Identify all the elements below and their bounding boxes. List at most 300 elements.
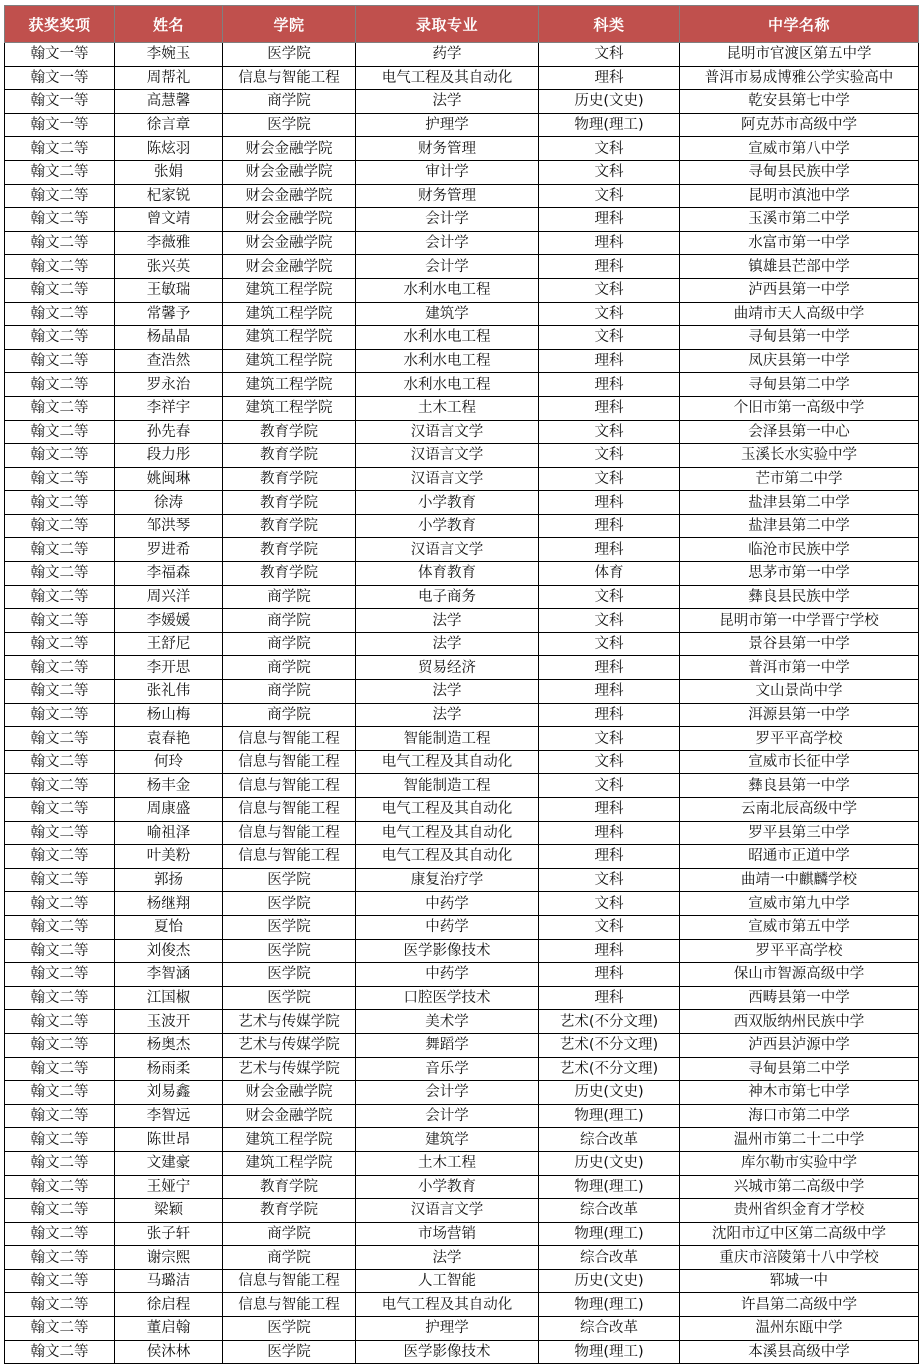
table-row bbox=[5, 373, 919, 397]
cell-subject: 理科 bbox=[539, 538, 680, 562]
cell-major: 法学 bbox=[356, 1246, 539, 1270]
cell-college: 财会金融学院 bbox=[223, 184, 356, 208]
cell-school: 泸西县第一中学 bbox=[680, 278, 919, 302]
table-row bbox=[5, 1175, 919, 1199]
cell-award: 翰文二等 bbox=[5, 1033, 115, 1057]
cell-college: 艺术与传媒学院 bbox=[223, 1010, 356, 1034]
table-row bbox=[5, 1010, 919, 1034]
cell-college: 医学院 bbox=[223, 1317, 356, 1341]
cell-school: 洱源县第一中学 bbox=[680, 703, 919, 727]
cell-major: 土木工程 bbox=[356, 396, 539, 420]
cell-school: 罗平县第三中学 bbox=[680, 821, 919, 845]
cell-name: 刘俊杰 bbox=[115, 939, 223, 963]
table-row bbox=[5, 66, 919, 90]
cell-major: 中药学 bbox=[356, 892, 539, 916]
cell-college: 教育学院 bbox=[223, 420, 356, 444]
cell-subject: 艺术(不分文理) bbox=[539, 1010, 680, 1034]
cell-major: 小学教育 bbox=[356, 491, 539, 515]
cell-award: 翰文二等 bbox=[5, 1081, 115, 1105]
cell-award: 翰文二等 bbox=[5, 1128, 115, 1152]
cell-college: 建筑工程学院 bbox=[223, 278, 356, 302]
cell-name: 陈炫羽 bbox=[115, 137, 223, 161]
cell-name: 周康盛 bbox=[115, 798, 223, 822]
cell-major: 医学影像技术 bbox=[356, 939, 539, 963]
cell-major: 电气工程及其自动化 bbox=[356, 845, 539, 869]
cell-award: 翰文二等 bbox=[5, 1222, 115, 1246]
cell-subject: 文科 bbox=[539, 302, 680, 326]
cell-major: 会计学 bbox=[356, 255, 539, 279]
cell-college: 信息与智能工程 bbox=[223, 66, 356, 90]
cell-major: 法学 bbox=[356, 632, 539, 656]
cell-award: 翰文二等 bbox=[5, 326, 115, 350]
cell-school: 泸西县泸源中学 bbox=[680, 1033, 919, 1057]
cell-name: 查浩然 bbox=[115, 349, 223, 373]
cell-school: 盐津县第二中学 bbox=[680, 491, 919, 515]
table-row bbox=[5, 1317, 919, 1341]
cell-subject: 文科 bbox=[539, 184, 680, 208]
cell-award: 翰文二等 bbox=[5, 986, 115, 1010]
cell-subject: 理科 bbox=[539, 208, 680, 232]
cell-school: 沈阳市辽中区第二高级中学 bbox=[680, 1222, 919, 1246]
table-row bbox=[5, 1033, 919, 1057]
cell-subject: 理科 bbox=[539, 703, 680, 727]
cell-award: 翰文一等 bbox=[5, 90, 115, 114]
table-row bbox=[5, 727, 919, 751]
cell-major: 水利水电工程 bbox=[356, 373, 539, 397]
cell-subject: 文科 bbox=[539, 467, 680, 491]
cell-award: 翰文二等 bbox=[5, 420, 115, 444]
cell-name: 杨继翔 bbox=[115, 892, 223, 916]
cell-college: 财会金融学院 bbox=[223, 1081, 356, 1105]
cell-name: 孙先春 bbox=[115, 420, 223, 444]
cell-college: 信息与智能工程 bbox=[223, 1269, 356, 1293]
cell-award: 翰文二等 bbox=[5, 939, 115, 963]
cell-subject: 历史(文史) bbox=[539, 1081, 680, 1105]
cell-major: 会计学 bbox=[356, 1104, 539, 1128]
table-row bbox=[5, 963, 919, 987]
cell-major: 汉语言文学 bbox=[356, 538, 539, 562]
header-subject: 科类 bbox=[539, 6, 680, 43]
table-row bbox=[5, 231, 919, 255]
cell-name: 李薇雅 bbox=[115, 231, 223, 255]
cell-major: 水利水电工程 bbox=[356, 349, 539, 373]
cell-major: 电气工程及其自动化 bbox=[356, 1293, 539, 1317]
cell-college: 财会金融学院 bbox=[223, 160, 356, 184]
cell-award: 翰文二等 bbox=[5, 868, 115, 892]
cell-subject: 理科 bbox=[539, 66, 680, 90]
cell-award: 翰文一等 bbox=[5, 113, 115, 137]
cell-major: 药学 bbox=[356, 43, 539, 67]
cell-subject: 文科 bbox=[539, 727, 680, 751]
table-row bbox=[5, 798, 919, 822]
cell-school: 阿克苏市高级中学 bbox=[680, 113, 919, 137]
cell-award: 翰文二等 bbox=[5, 562, 115, 586]
cell-subject: 理科 bbox=[539, 373, 680, 397]
cell-college: 医学院 bbox=[223, 113, 356, 137]
cell-college: 教育学院 bbox=[223, 444, 356, 468]
cell-college: 商学院 bbox=[223, 680, 356, 704]
cell-award: 翰文二等 bbox=[5, 1293, 115, 1317]
cell-school: 景谷县第一中学 bbox=[680, 632, 919, 656]
cell-school: 芒市第二中学 bbox=[680, 467, 919, 491]
cell-major: 舞蹈学 bbox=[356, 1033, 539, 1057]
cell-subject: 理科 bbox=[539, 491, 680, 515]
cell-college: 商学院 bbox=[223, 1246, 356, 1270]
cell-school: 乾安县第七中学 bbox=[680, 90, 919, 114]
cell-name: 王舒尼 bbox=[115, 632, 223, 656]
cell-subject: 文科 bbox=[539, 632, 680, 656]
cell-subject: 文科 bbox=[539, 278, 680, 302]
cell-name: 何玲 bbox=[115, 750, 223, 774]
cell-college: 信息与智能工程 bbox=[223, 798, 356, 822]
cell-name: 江国椒 bbox=[115, 986, 223, 1010]
cell-major: 法学 bbox=[356, 609, 539, 633]
cell-award: 翰文二等 bbox=[5, 538, 115, 562]
cell-subject: 理科 bbox=[539, 349, 680, 373]
cell-college: 信息与智能工程 bbox=[223, 727, 356, 751]
cell-name: 文建豪 bbox=[115, 1151, 223, 1175]
cell-major: 会计学 bbox=[356, 208, 539, 232]
cell-award: 翰文二等 bbox=[5, 774, 115, 798]
cell-name: 张礼伟 bbox=[115, 680, 223, 704]
cell-subject: 物理(理工) bbox=[539, 1104, 680, 1128]
cell-award: 翰文二等 bbox=[5, 1175, 115, 1199]
cell-award: 翰文二等 bbox=[5, 845, 115, 869]
cell-college: 商学院 bbox=[223, 656, 356, 680]
cell-major: 汉语言文学 bbox=[356, 420, 539, 444]
cell-award: 翰文二等 bbox=[5, 680, 115, 704]
table-row bbox=[5, 609, 919, 633]
table-row bbox=[5, 632, 919, 656]
cell-name: 周兴洋 bbox=[115, 585, 223, 609]
cell-subject: 艺术(不分文理) bbox=[539, 1057, 680, 1081]
cell-subject: 理科 bbox=[539, 939, 680, 963]
cell-school: 镇雄县芒部中学 bbox=[680, 255, 919, 279]
cell-name: 玉波开 bbox=[115, 1010, 223, 1034]
cell-school: 贵州省织金育才学校 bbox=[680, 1199, 919, 1223]
cell-award: 翰文二等 bbox=[5, 302, 115, 326]
cell-name: 高慧馨 bbox=[115, 90, 223, 114]
cell-subject: 文科 bbox=[539, 868, 680, 892]
cell-college: 教育学院 bbox=[223, 467, 356, 491]
cell-major: 市场营销 bbox=[356, 1222, 539, 1246]
cell-award: 翰文二等 bbox=[5, 208, 115, 232]
cell-school: 彝良县第一中学 bbox=[680, 774, 919, 798]
table-row bbox=[5, 113, 919, 137]
cell-name: 李智涵 bbox=[115, 963, 223, 987]
cell-subject: 理科 bbox=[539, 845, 680, 869]
cell-school: 罗平平高学校 bbox=[680, 939, 919, 963]
cell-name: 袁春艳 bbox=[115, 727, 223, 751]
cell-major: 体育教育 bbox=[356, 562, 539, 586]
table-row bbox=[5, 396, 919, 420]
cell-name: 叶美粉 bbox=[115, 845, 223, 869]
cell-school: 彝良县民族中学 bbox=[680, 585, 919, 609]
table-row bbox=[5, 467, 919, 491]
cell-subject: 理科 bbox=[539, 680, 680, 704]
cell-college: 商学院 bbox=[223, 609, 356, 633]
cell-school: 盐津县第二中学 bbox=[680, 514, 919, 538]
cell-major: 水利水电工程 bbox=[356, 326, 539, 350]
cell-name: 杞家锐 bbox=[115, 184, 223, 208]
table-row bbox=[5, 868, 919, 892]
table-row bbox=[5, 1128, 919, 1152]
cell-college: 信息与智能工程 bbox=[223, 750, 356, 774]
cell-school: 临沧市民族中学 bbox=[680, 538, 919, 562]
cell-award: 翰文二等 bbox=[5, 373, 115, 397]
cell-school: 云南北辰高级中学 bbox=[680, 798, 919, 822]
cell-college: 建筑工程学院 bbox=[223, 396, 356, 420]
table-row bbox=[5, 1340, 919, 1364]
cell-award: 翰文二等 bbox=[5, 514, 115, 538]
cell-major: 土木工程 bbox=[356, 1151, 539, 1175]
cell-school: 文山景尚中学 bbox=[680, 680, 919, 704]
cell-school: 凤庆县第一中学 bbox=[680, 349, 919, 373]
cell-school: 水富市第一中学 bbox=[680, 231, 919, 255]
cell-school: 宣威市长征中学 bbox=[680, 750, 919, 774]
cell-name: 杨奥杰 bbox=[115, 1033, 223, 1057]
cell-college: 艺术与传媒学院 bbox=[223, 1033, 356, 1057]
header-name: 姓名 bbox=[115, 6, 223, 43]
cell-college: 信息与智能工程 bbox=[223, 845, 356, 869]
cell-college: 医学院 bbox=[223, 963, 356, 987]
table-row bbox=[5, 1222, 919, 1246]
cell-award: 翰文二等 bbox=[5, 278, 115, 302]
cell-subject: 理科 bbox=[539, 963, 680, 987]
cell-college: 教育学院 bbox=[223, 1175, 356, 1199]
cell-major: 会计学 bbox=[356, 1081, 539, 1105]
cell-school: 昆明市官渡区第五中学 bbox=[680, 43, 919, 67]
table-row bbox=[5, 514, 919, 538]
table-row bbox=[5, 444, 919, 468]
cell-award: 翰文二等 bbox=[5, 255, 115, 279]
cell-major: 电气工程及其自动化 bbox=[356, 821, 539, 845]
cell-school: 玉溪长水实验中学 bbox=[680, 444, 919, 468]
cell-major: 电气工程及其自动化 bbox=[356, 66, 539, 90]
table-body bbox=[5, 43, 919, 1364]
cell-name: 李祥宇 bbox=[115, 396, 223, 420]
table-row bbox=[5, 160, 919, 184]
cell-major: 护理学 bbox=[356, 113, 539, 137]
cell-major: 康复治疗学 bbox=[356, 868, 539, 892]
cell-major: 法学 bbox=[356, 680, 539, 704]
cell-award: 翰文二等 bbox=[5, 609, 115, 633]
cell-college: 建筑工程学院 bbox=[223, 1128, 356, 1152]
cell-name: 王敏瑞 bbox=[115, 278, 223, 302]
cell-award: 翰文二等 bbox=[5, 491, 115, 515]
cell-school: 西畴县第一中学 bbox=[680, 986, 919, 1010]
cell-name: 罗进希 bbox=[115, 538, 223, 562]
table-row bbox=[5, 90, 919, 114]
cell-college: 信息与智能工程 bbox=[223, 821, 356, 845]
cell-subject: 历史(文史) bbox=[539, 1151, 680, 1175]
cell-school: 本溪县高级中学 bbox=[680, 1340, 919, 1364]
cell-school: 玉溪市第二中学 bbox=[680, 208, 919, 232]
cell-major: 电气工程及其自动化 bbox=[356, 798, 539, 822]
cell-college: 建筑工程学院 bbox=[223, 326, 356, 350]
cell-major: 电子商务 bbox=[356, 585, 539, 609]
cell-college: 艺术与传媒学院 bbox=[223, 1057, 356, 1081]
cell-subject: 文科 bbox=[539, 444, 680, 468]
cell-name: 夏怡 bbox=[115, 915, 223, 939]
table-row bbox=[5, 1269, 919, 1293]
cell-award: 翰文二等 bbox=[5, 396, 115, 420]
table-row bbox=[5, 302, 919, 326]
cell-name: 常馨予 bbox=[115, 302, 223, 326]
table-row bbox=[5, 208, 919, 232]
cell-award: 翰文二等 bbox=[5, 349, 115, 373]
cell-subject: 理科 bbox=[539, 798, 680, 822]
cell-school: 宣威市第八中学 bbox=[680, 137, 919, 161]
cell-school: 保山市智源高级中学 bbox=[680, 963, 919, 987]
cell-college: 财会金融学院 bbox=[223, 255, 356, 279]
table-row bbox=[5, 1104, 919, 1128]
cell-school: 普洱市第一中学 bbox=[680, 656, 919, 680]
cell-subject: 物理(理工) bbox=[539, 1175, 680, 1199]
cell-subject: 文科 bbox=[539, 585, 680, 609]
cell-award: 翰文二等 bbox=[5, 1269, 115, 1293]
cell-major: 会计学 bbox=[356, 231, 539, 255]
cell-college: 教育学院 bbox=[223, 514, 356, 538]
cell-school: 昭通市正道中学 bbox=[680, 845, 919, 869]
cell-award: 翰文二等 bbox=[5, 1057, 115, 1081]
cell-school: 昆明市滇池中学 bbox=[680, 184, 919, 208]
cell-subject: 理科 bbox=[539, 396, 680, 420]
cell-major: 中药学 bbox=[356, 915, 539, 939]
cell-college: 商学院 bbox=[223, 703, 356, 727]
cell-subject: 物理(理工) bbox=[539, 1293, 680, 1317]
cell-award: 翰文二等 bbox=[5, 1199, 115, 1223]
cell-college: 建筑工程学院 bbox=[223, 349, 356, 373]
cell-major: 财务管理 bbox=[356, 137, 539, 161]
cell-major: 贸易经济 bbox=[356, 656, 539, 680]
header-school: 中学名称 bbox=[680, 6, 919, 43]
cell-award: 翰文二等 bbox=[5, 821, 115, 845]
cell-college: 建筑工程学院 bbox=[223, 373, 356, 397]
cell-school: 库尔勒市实验中学 bbox=[680, 1151, 919, 1175]
cell-subject: 理科 bbox=[539, 514, 680, 538]
cell-major: 音乐学 bbox=[356, 1057, 539, 1081]
cell-subject: 理科 bbox=[539, 231, 680, 255]
cell-college: 医学院 bbox=[223, 868, 356, 892]
table-header bbox=[5, 6, 919, 43]
cell-subject: 物理(理工) bbox=[539, 1222, 680, 1246]
table-row bbox=[5, 774, 919, 798]
cell-award: 翰文二等 bbox=[5, 184, 115, 208]
cell-name: 杨丰金 bbox=[115, 774, 223, 798]
cell-name: 郭扬 bbox=[115, 868, 223, 892]
cell-college: 教育学院 bbox=[223, 538, 356, 562]
table-row bbox=[5, 491, 919, 515]
table-row bbox=[5, 278, 919, 302]
cell-name: 张子轩 bbox=[115, 1222, 223, 1246]
cell-college: 建筑工程学院 bbox=[223, 1151, 356, 1175]
cell-college: 信息与智能工程 bbox=[223, 1293, 356, 1317]
cell-college: 财会金融学院 bbox=[223, 137, 356, 161]
cell-college: 教育学院 bbox=[223, 1199, 356, 1223]
cell-name: 罗永治 bbox=[115, 373, 223, 397]
cell-name: 李福森 bbox=[115, 562, 223, 586]
cell-school: 温州市第二十二中学 bbox=[680, 1128, 919, 1152]
cell-subject: 文科 bbox=[539, 609, 680, 633]
cell-award: 翰文二等 bbox=[5, 703, 115, 727]
cell-name: 张娟 bbox=[115, 160, 223, 184]
cell-subject: 文科 bbox=[539, 160, 680, 184]
table-row bbox=[5, 845, 919, 869]
cell-major: 人工智能 bbox=[356, 1269, 539, 1293]
cell-school: 罗平平高学校 bbox=[680, 727, 919, 751]
cell-award: 翰文二等 bbox=[5, 444, 115, 468]
cell-award: 翰文二等 bbox=[5, 727, 115, 751]
cell-subject: 综合改革 bbox=[539, 1199, 680, 1223]
table-row bbox=[5, 680, 919, 704]
cell-subject: 理科 bbox=[539, 821, 680, 845]
cell-major: 医学影像技术 bbox=[356, 1340, 539, 1364]
cell-subject: 体育 bbox=[539, 562, 680, 586]
table-row bbox=[5, 255, 919, 279]
cell-college: 医学院 bbox=[223, 986, 356, 1010]
cell-award: 翰文二等 bbox=[5, 915, 115, 939]
table-row bbox=[5, 703, 919, 727]
cell-college: 财会金融学院 bbox=[223, 231, 356, 255]
cell-name: 李开思 bbox=[115, 656, 223, 680]
cell-subject: 理科 bbox=[539, 986, 680, 1010]
cell-subject: 综合改革 bbox=[539, 1246, 680, 1270]
cell-major: 汉语言文学 bbox=[356, 444, 539, 468]
cell-school: 个旧市第一高级中学 bbox=[680, 396, 919, 420]
cell-school: 许昌第二高级中学 bbox=[680, 1293, 919, 1317]
table-row bbox=[5, 585, 919, 609]
cell-school: 重庆市涪陵第十八中学校 bbox=[680, 1246, 919, 1270]
cell-award: 翰文二等 bbox=[5, 467, 115, 491]
cell-name: 李智远 bbox=[115, 1104, 223, 1128]
cell-school: 神木市第七中学 bbox=[680, 1081, 919, 1105]
cell-school: 曲靖市天人高级中学 bbox=[680, 302, 919, 326]
cell-college: 商学院 bbox=[223, 1222, 356, 1246]
cell-award: 翰文二等 bbox=[5, 137, 115, 161]
table-row bbox=[5, 184, 919, 208]
table-row bbox=[5, 1293, 919, 1317]
cell-award: 翰文二等 bbox=[5, 1246, 115, 1270]
cell-college: 医学院 bbox=[223, 892, 356, 916]
cell-name: 梁颖 bbox=[115, 1199, 223, 1223]
cell-college: 教育学院 bbox=[223, 562, 356, 586]
cell-subject: 理科 bbox=[539, 656, 680, 680]
cell-major: 电气工程及其自动化 bbox=[356, 750, 539, 774]
cell-award: 翰文二等 bbox=[5, 798, 115, 822]
header-college: 学院 bbox=[223, 6, 356, 43]
header-row bbox=[5, 6, 919, 43]
cell-award: 翰文一等 bbox=[5, 66, 115, 90]
cell-college: 医学院 bbox=[223, 939, 356, 963]
cell-award: 翰文二等 bbox=[5, 1010, 115, 1034]
cell-award: 翰文二等 bbox=[5, 231, 115, 255]
table-row bbox=[5, 892, 919, 916]
cell-school: 会泽县第一中心 bbox=[680, 420, 919, 444]
cell-major: 智能制造工程 bbox=[356, 774, 539, 798]
table-row bbox=[5, 43, 919, 67]
cell-name: 徐启程 bbox=[115, 1293, 223, 1317]
table-row bbox=[5, 137, 919, 161]
cell-subject: 文科 bbox=[539, 915, 680, 939]
cell-major: 建筑学 bbox=[356, 1128, 539, 1152]
cell-major: 小学教育 bbox=[356, 1175, 539, 1199]
cell-subject: 文科 bbox=[539, 326, 680, 350]
cell-college: 商学院 bbox=[223, 90, 356, 114]
award-table bbox=[4, 5, 919, 1364]
cell-name: 谢宗熙 bbox=[115, 1246, 223, 1270]
cell-school: 寻甸县第二中学 bbox=[680, 373, 919, 397]
